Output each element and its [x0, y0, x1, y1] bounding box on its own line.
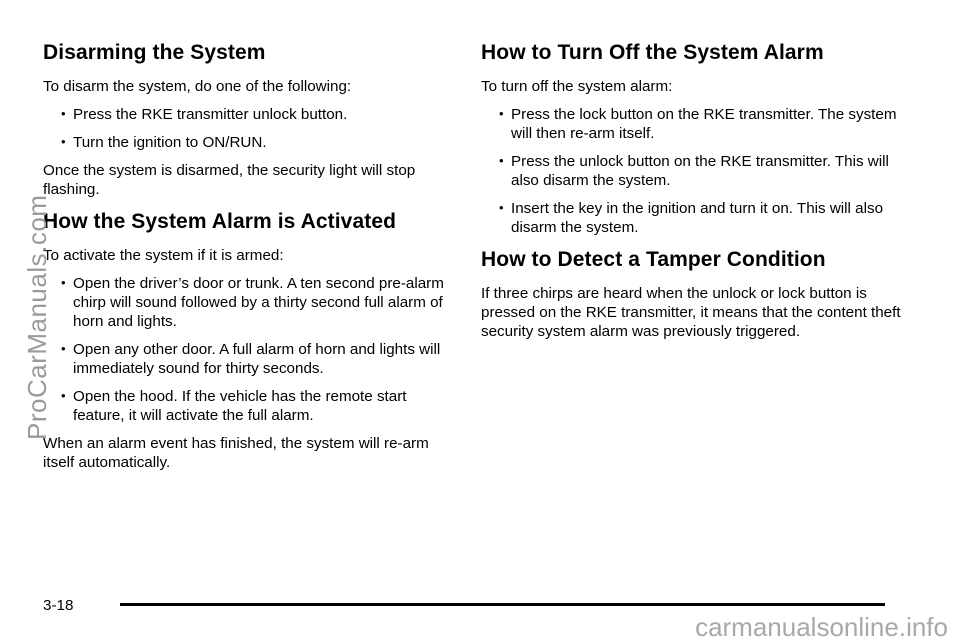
- section-outro: Once the system is disarmed, the security light will stop flashing.: [43, 162, 416, 198]
- bullet-icon: •: [499, 153, 504, 168]
- section-intro: To turn off the system alarm:: [481, 78, 673, 95]
- section-heading: How the System Alarm is Activated: [43, 210, 397, 233]
- section-heading: How to Turn Off the System Alarm: [481, 41, 824, 64]
- bullet-icon: •: [499, 200, 504, 215]
- section-body: If three chirps are heard when the unlock or lock button is pressed on the RKE transmitter, it means that the content theft security system alarm was previously triggered.: [481, 285, 901, 340]
- section-heading: Disarming the System: [43, 41, 266, 64]
- section-outro: When an alarm event has finished, the system will re-arm itself automatically.: [43, 435, 429, 471]
- side-watermark: ProCarManuals.com: [22, 194, 52, 440]
- section-turn-off-alarm: [481, 40, 901, 237]
- bullet-icon: •: [61, 134, 66, 149]
- footer-watermark: carmanualsonline.info: [695, 612, 948, 642]
- bullet-list: [481, 105, 901, 237]
- list-item: • Turn the ignition to ON/RUN.: [61, 134, 267, 151]
- bullet-icon: •: [499, 106, 504, 121]
- section-heading: How to Detect a Tamper Condition: [481, 248, 826, 271]
- list-item: • Press the unlock button on the RKE transmitter. This will also disarm the system.: [499, 153, 889, 189]
- bullet-icon: •: [61, 275, 66, 290]
- section-tamper-condition: [481, 247, 901, 341]
- section-intro: To disarm the system, do one of the following:: [43, 78, 352, 95]
- list-item: • Open the driver’s door or trunk. A ten second pre-alarm chirp will sound followed by a thirty second full alarm of horn and lights.: [61, 275, 444, 330]
- bullet-list: [43, 274, 453, 425]
- bullet-icon: •: [61, 341, 66, 356]
- section-intro: To activate the system if it is armed:: [43, 247, 284, 264]
- section-disarming: [43, 40, 453, 199]
- right-column: [481, 40, 901, 351]
- footer-divider: [120, 603, 885, 606]
- list-item: • Press the RKE transmitter unlock button.: [61, 106, 348, 123]
- list-item: • Open any other door. A full alarm of horn and lights will immediately sound for thirty seconds.: [61, 341, 441, 377]
- section-alarm-activated: [43, 209, 453, 472]
- list-item: • Insert the key in the ignition and turn it on. This will also disarm the system.: [499, 200, 884, 236]
- left-column: [43, 40, 453, 482]
- bullet-list: [43, 105, 453, 152]
- list-item: • Open the hood. If the vehicle has the remote start feature, it will activate the full alarm.: [61, 388, 407, 424]
- bullet-icon: •: [61, 388, 66, 403]
- list-item: • Press the lock button on the RKE transmitter. The system will then re-arm itself.: [499, 106, 897, 142]
- page-number: 3-18: [43, 597, 74, 614]
- bullet-icon: •: [61, 106, 66, 121]
